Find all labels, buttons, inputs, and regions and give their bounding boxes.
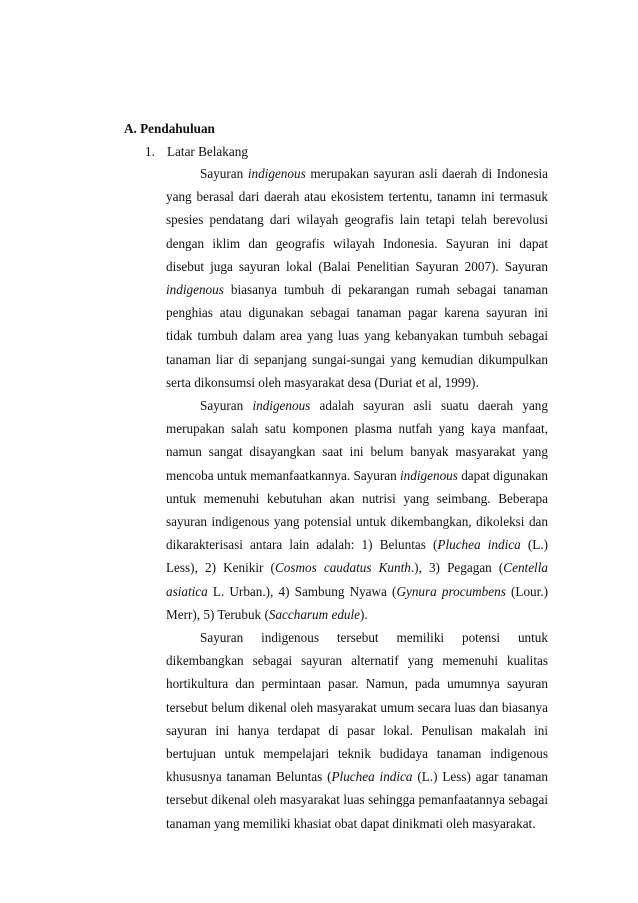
text-run: (Lour.) Merr), 5) Terubuk ( bbox=[166, 583, 548, 622]
text-run: dapat digunakan untuk memenuhi kebutuhan akan nutrisi yang seimbang. Beberapa sayuran indigenous yang potensial untuk dikembangkan, dikoleksi dan dikarakterisasi antara lain adalah: 1) Beluntas ( bbox=[166, 467, 548, 553]
section-heading: A. Pendahuluan bbox=[124, 121, 215, 136]
italic-term: Saccharum edule bbox=[268, 606, 361, 622]
text-run: biasanya tumbuh di pekarangan rumah sebagai tanaman penghias atau digunakan sebagai tanaman pagar karena sayuran ini tidak tumbuh dalam area yang luas yang kebanyakan tumbuh sebagai tanaman liar di sepanjang sungai-sungai yang kemudian dikumpulkan serta dikonsumsi oleh masyarakat desa (Duriat et al, 1999). bbox=[166, 282, 548, 390]
subsection-number: 1. bbox=[145, 144, 155, 159]
body-text bbox=[166, 162, 548, 835]
italic-term: indigenous bbox=[247, 166, 306, 181]
italic-term: Centella asiatica bbox=[166, 560, 548, 599]
text-run: Sayuran bbox=[200, 166, 248, 181]
italic-term: indigenous bbox=[166, 282, 224, 298]
text-run: adalah sayuran asli suatu daerah yang merupakan salah satu komponen plasma nutfah yang kaya manfaat, namun sangat disayangkan saat ini belum banyak masyarakat yang mencoba untuk memanfaatkannya. Sayuran bbox=[166, 398, 548, 483]
italic-term: indigenous bbox=[400, 467, 458, 483]
text-run: ). bbox=[360, 606, 368, 622]
paragraph bbox=[166, 394, 548, 626]
text-run: Sayuran indigenous tersebut memiliki potensi untuk dikembangkan sebagai sayuran alternatif yang memenuhi kualitas hortikultura dan permintaan pasar. Namun, pada umumnya sayuran tersebut belum dikenal oleh masyarakat umum secara luas dan biasanya sayuran ini hanya terdapat di pasar lokal. Penulisan makalah ini bertujuan untuk mempelajari teknik budidaya tanaman indigenous khususnya tanaman Beluntas ( bbox=[166, 630, 548, 785]
text-run: (L.) Less) agar tanaman tersebut dikenal oleh masyarakat luas sehingga pemanfaatannya sebagai tanaman yang memiliki khasiat obat dapat dinikmati oleh masyarakat. bbox=[166, 769, 548, 831]
italic-term: Cosmos caudatus Kunth bbox=[274, 560, 411, 576]
italic-term: indigenous bbox=[252, 398, 311, 414]
text-run: Sayuran bbox=[200, 398, 253, 414]
subsection-title: Latar Belakang bbox=[167, 144, 248, 159]
italic-term: Pluchea indica bbox=[331, 769, 413, 785]
text-run: L. Urban.), 4) Sambung Nyawa ( bbox=[207, 583, 397, 599]
italic-term: Gynura procumbens bbox=[396, 583, 506, 599]
subsection-heading bbox=[145, 144, 248, 160]
paragraph bbox=[166, 162, 548, 394]
paragraph bbox=[166, 626, 548, 835]
text-run: .), 3) Pegagan ( bbox=[410, 560, 504, 576]
italic-term: Pluchea indica bbox=[437, 537, 521, 553]
text-run: (L.) Less), 2) Kenikir ( bbox=[166, 537, 549, 576]
text-run: merupakan sayuran asli daerah di Indonesia yang berasal dari daerah atau ekosistem tertentu, tanamn ini termasuk spesies pendatang dari wilayah geografis lain tetapi telah berevolusi dengan iklim dan geografis wilayah Indonesia. Sayuran ini dapat disebut juga sayuran lokal (Balai Penelitian Sayuran 2007). Sayuran bbox=[166, 166, 549, 274]
